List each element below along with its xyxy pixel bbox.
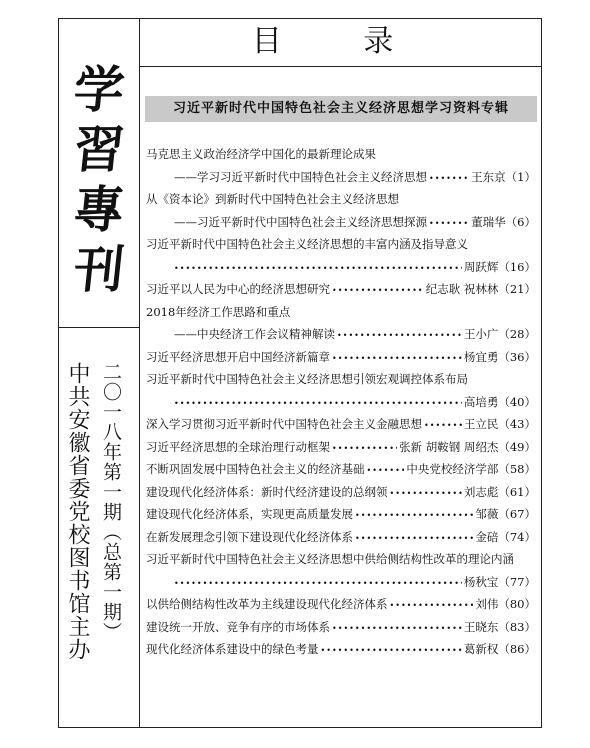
toc-entry-page: （49） (498, 439, 536, 454)
toc-leader-dots (337, 323, 462, 346)
toc-entry-title: 习近平经济思想开启中国经济新篇章 (146, 349, 330, 364)
toc-entry-page: （43） (498, 417, 536, 431)
toc-entry[interactable] (146, 368, 536, 391)
toc-entry[interactable] (146, 233, 536, 256)
toc-entry-page: （77） (498, 574, 536, 589)
toc-leader-dots (332, 436, 397, 459)
toc-leader-dots (332, 346, 462, 369)
masthead-char: 專 (70, 180, 128, 239)
toc-entry[interactable] (146, 346, 536, 369)
toc-entry[interactable] (146, 571, 536, 594)
toc-entry-title: 建设现代化经济体系，实现更高质量发展 (146, 507, 353, 521)
toc-entry-title: 从《资本论》到新时代中国特色社会主义经济思想 (146, 192, 399, 206)
toc-entry-page: （74） (498, 529, 536, 544)
masthead-calligraphy (62, 60, 136, 300)
toc-entry-page: （83） (498, 619, 536, 634)
toc-entry-author: 杨宜勇 (463, 349, 499, 364)
toc-entry-author: 邹薇 (475, 507, 499, 521)
toc-entry-title: 以供给侧结构性改革为主线建设现代化经济体系 (146, 597, 388, 611)
toc-leader-dots (174, 571, 462, 594)
page-title: 目 录 (251, 24, 430, 59)
toc-entry[interactable] (146, 278, 536, 301)
toc-leader-dots (174, 256, 462, 279)
toc-entry-page: （16） (498, 259, 536, 274)
toc-entry-title: 深入学习贯彻习近平新时代中国特色社会主义金融思想 (146, 417, 422, 431)
toc-entry-title: 马克思主义政治经济学中国化的最新理论成果 (146, 147, 376, 161)
toc-entry[interactable] (146, 413, 536, 436)
toc-entry-author: 王立民 (463, 417, 499, 431)
toc-entry-title: 习近平新时代中国特色社会主义经济思想的丰富内涵及指导意义 (146, 237, 468, 251)
toc-entry[interactable] (146, 526, 536, 549)
toc-entry-author: 高培勇 (463, 394, 499, 409)
table-of-contents (146, 143, 536, 661)
toc-entry-title: 不断巩固发展中国特色社会主义的经济基础 (146, 462, 365, 476)
toc-entry-author: 张新 胡鞍钢 周绍杰 (399, 439, 499, 454)
toc-leader-dots (367, 458, 405, 481)
toc-leader-dots (355, 526, 473, 549)
toc-entry-title: 在新发展理念引领下建设现代化经济体系 (146, 529, 353, 544)
toc-entry-title: ——中央经济工作会议精神解读 (174, 327, 335, 341)
toc-entry[interactable] (146, 323, 536, 346)
toc-leader-dots (332, 616, 462, 639)
masthead-char: 習 (70, 120, 128, 179)
toc-entry-title: ——学习习近平新时代中国特色社会主义经济思想 (174, 169, 427, 184)
toc-entry-page: （58） (498, 462, 536, 476)
toc-leader-dots (429, 166, 469, 189)
toc-entry-page: （36） (498, 349, 536, 364)
masthead-char: 刊 (70, 240, 128, 299)
toc-entry-page: （28） (498, 327, 536, 341)
issue-text: 二〇一八年第一期（总第一期） (100, 362, 122, 642)
toc-entry-author: 周跃辉 (463, 259, 499, 274)
toc-entry-page: （40） (498, 394, 536, 409)
organizer-text: 中共安徽省委党校图书馆主办 (65, 362, 90, 661)
toc-entry[interactable] (146, 301, 536, 324)
toc-entry[interactable] (146, 548, 536, 571)
toc-entry[interactable] (146, 256, 536, 279)
section-banner: 习近平新时代中国特色社会主义经济思想学习资料专辑 (145, 96, 537, 122)
toc-entry-title: ——习近平新时代中国特色社会主义经济思想探源 (174, 214, 427, 229)
toc-entry-author: 王小广 (463, 327, 499, 341)
toc-leader-dots (390, 481, 462, 504)
toc-entry-page: （86） (498, 642, 536, 656)
toc-entry-author: 刘志彪 (463, 484, 499, 499)
toc-entry[interactable] (146, 481, 536, 504)
toc-leader-dots (332, 278, 424, 301)
toc-entry[interactable] (146, 391, 536, 414)
toc-entry[interactable] (146, 616, 536, 639)
toc-entry[interactable] (146, 503, 536, 526)
toc-entry-title: 习近平经济思想的全球治理行动框架 (146, 439, 330, 454)
toc-entry[interactable] (146, 638, 536, 661)
toc-entry-author: 董瑞华 (471, 214, 506, 229)
toc-entry-title: 2018年经济工作思路和重点 (146, 304, 291, 319)
toc-entry-title: 习近平新时代中国特色社会主义经济思想引领宏观调控体系布局 (146, 372, 468, 386)
toc-entry-title: 习近平以人民为中心的经济思想研究 (146, 282, 330, 296)
masthead-char: 学 (70, 60, 128, 119)
toc-leader-dots (355, 503, 473, 526)
toc-entry-author: 中央党校经济学部 (406, 462, 499, 476)
toc-leader-dots (174, 391, 462, 414)
toc-entry-author: 纪志耿 祝林林 (425, 282, 499, 296)
column-divider (139, 18, 140, 728)
toc-entry-page: （6） (505, 214, 536, 229)
sidebar-divider (58, 327, 140, 328)
toc-leader-dots (321, 638, 462, 661)
toc-entry[interactable] (146, 436, 536, 459)
toc-entry-author: 刘伟 (475, 597, 499, 611)
toc-entry-author: 王东京 (471, 169, 506, 184)
toc-entry-page: （21） (498, 282, 536, 296)
title-divider (139, 66, 542, 67)
toc-entry-title: 习近平新时代中国特色社会主义经济思想中供给侧结构性改革的理论内涵 (146, 552, 514, 566)
toc-entry[interactable] (146, 211, 536, 234)
toc-entry-title: 现代化经济体系建设中的绿色考量 (146, 642, 319, 656)
toc-entry-page: （67） (498, 507, 536, 521)
toc-leader-dots (429, 211, 469, 234)
toc-entry[interactable] (146, 458, 536, 481)
toc-entry-author: 葛新权 (463, 642, 499, 656)
toc-entry-page: （1） (505, 169, 536, 184)
toc-entry-author: 王晓东 (463, 619, 499, 634)
toc-entry[interactable] (146, 166, 536, 189)
toc-leader-dots (390, 593, 474, 616)
toc-entry-title: 建设统一开放、竞争有序的市场体系 (146, 619, 330, 634)
toc-entry-author: 金碚 (475, 529, 499, 544)
toc-entry-page: （80） (498, 597, 536, 611)
toc-entry[interactable] (146, 593, 536, 616)
toc-entry[interactable] (146, 143, 536, 166)
toc-entry[interactable] (146, 188, 536, 211)
toc-entry-author: 杨秋宝 (463, 574, 499, 589)
toc-entry-page: （61） (498, 484, 536, 499)
toc-leader-dots (424, 413, 462, 436)
toc-entry-title: 建设现代化经济体系：新时代经济建设的总纲领 (146, 484, 388, 499)
